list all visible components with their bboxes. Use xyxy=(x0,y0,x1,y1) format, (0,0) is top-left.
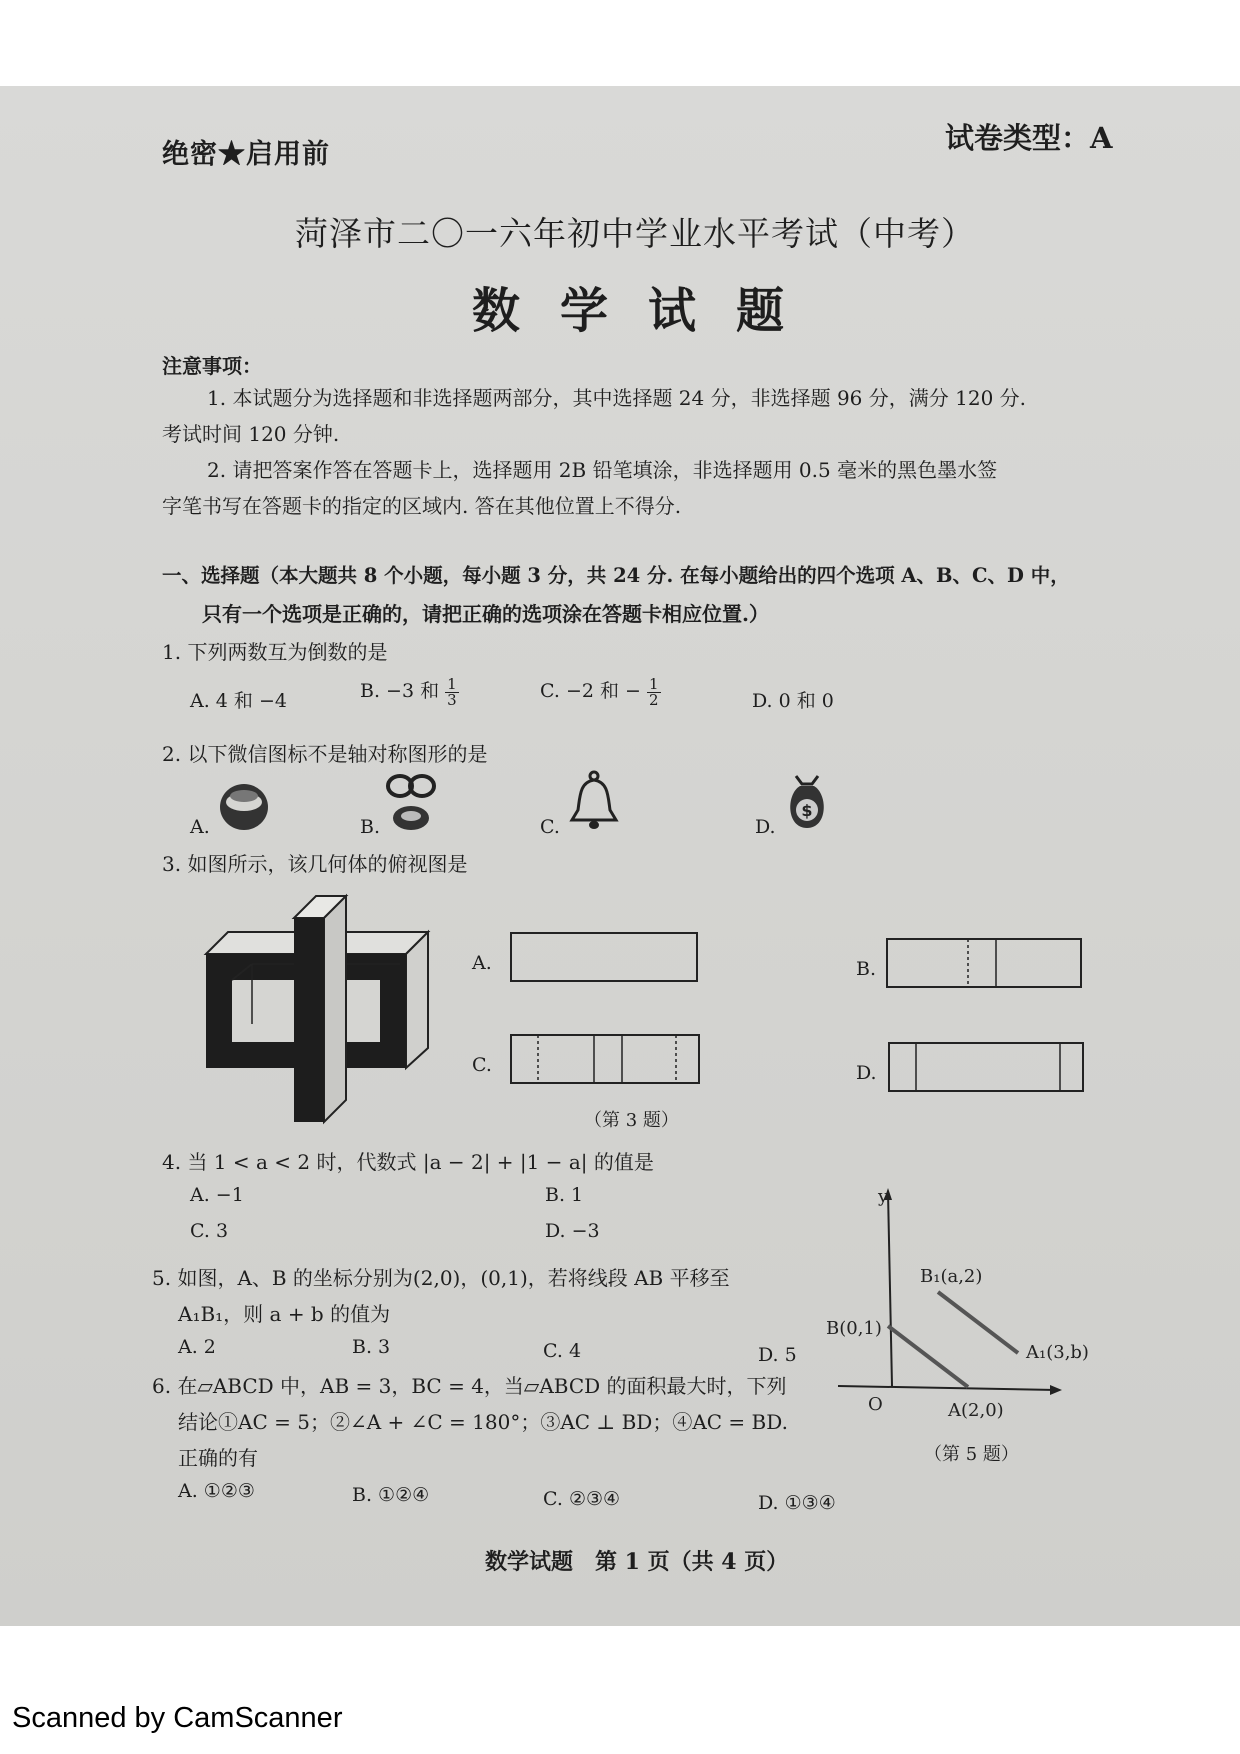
notice-item-1: 1. 本试题分为选择题和非选择题两部分，其中选择题 24 分，非选择题 96 分，满分 120 分. xyxy=(207,386,1027,410)
figure-3-caption: （第 3 题） xyxy=(584,1110,679,1131)
view-option-d xyxy=(888,1042,1086,1094)
y-axis xyxy=(888,1192,892,1386)
question-5-option-c: C. 4 xyxy=(543,1340,582,1362)
subject-title: 数学试题 xyxy=(472,283,825,339)
coordinate-figure xyxy=(820,1186,1089,1421)
question-4-option-a: A. −1 xyxy=(190,1184,244,1206)
money-bag-icon xyxy=(782,772,832,832)
solid-figure xyxy=(200,888,430,1128)
question-5-stem: 5. 如图，A、B 的坐标分别为(2,0)，(0,1)，若将线段 AB 平移至 xyxy=(152,1266,730,1290)
question-1-option-d: D. 0 和 0 xyxy=(752,690,834,712)
confidential-mark: 绝密★启用前 xyxy=(162,139,330,170)
option-c-text: C. −2 和 − xyxy=(540,680,641,702)
view-option-b xyxy=(886,938,1084,990)
question-1-option-a: A. 4 和 −4 xyxy=(190,690,287,712)
origin-label: O xyxy=(868,1394,883,1415)
page-footer: 数学试题 第 1 页（共 4 页） xyxy=(485,1549,789,1575)
denominator: 3 xyxy=(447,690,457,709)
point-a-label: A(2,0) xyxy=(948,1400,1004,1421)
point-b-label: B(0,1) xyxy=(826,1318,882,1339)
notice-item-2-cont: 字笔书写在答题卡的指定的区域内. 答在其他位置上不得分. xyxy=(162,494,682,518)
point-a1-label: A₁(3,b) xyxy=(1026,1342,1089,1363)
notice-item-2: 2. 请把答案作答在答题卡上，选择题用 2B 铅笔填涂，非选择题用 0.5 毫米的黑色墨水签 xyxy=(207,458,998,482)
section-heading: 一、选择题（本大题共 8 个小题，每小题 3 分，共 24 分. 在每小题给出的四个选项 A、B、C、D 中， xyxy=(162,564,1070,587)
question-2-option-d: D. xyxy=(755,816,776,838)
chat-bubbles-icon xyxy=(384,772,438,834)
segment-ab xyxy=(888,1326,968,1387)
question-4-option-d: D. −3 xyxy=(545,1220,600,1242)
question-5-option-d: D. 5 xyxy=(758,1344,797,1366)
notice-heading: 注意事项： xyxy=(162,354,262,378)
question-6-option-c: C. ②③④ xyxy=(543,1488,621,1510)
svg-text:$: $ xyxy=(801,801,813,820)
question-4-option-c: C. 3 xyxy=(190,1220,229,1242)
view-option-a xyxy=(510,932,700,984)
question-4-option-b: B. 1 xyxy=(545,1184,584,1206)
scanner-watermark: Scanned by CamScanner xyxy=(12,1702,343,1734)
question-1-option-b xyxy=(360,676,459,708)
view-option-c xyxy=(510,1034,702,1086)
question-2-option-a: A. xyxy=(190,816,210,838)
question-6-stem-cont2: 正确的有 xyxy=(178,1446,258,1470)
section-heading-cont: 只有一个选项是正确的，请把正确的选项涂在答题卡相应位置.） xyxy=(202,602,769,626)
question-3-option-b: B. xyxy=(856,958,877,980)
question-5-stem-cont: A₁B₁，则 a + b 的值为 xyxy=(178,1302,391,1326)
option-b-text: B. −3 和 xyxy=(360,680,440,702)
question-3-option-d: D. xyxy=(856,1062,877,1084)
paper-type: 试卷类型：A xyxy=(945,121,1113,155)
question-1-stem: 1. 下列两数互为倒数的是 xyxy=(162,640,388,664)
question-2-option-c: C. xyxy=(540,816,560,838)
numerator: 1 xyxy=(649,674,659,693)
question-6-option-b: B. ①②④ xyxy=(352,1484,430,1506)
question-3-stem: 3. 如图所示，该几何体的俯视图是 xyxy=(162,852,468,876)
question-5-option-b: B. 3 xyxy=(352,1336,391,1358)
exam-title: 菏泽市二〇一六年初中学业水平考试（中考） xyxy=(295,214,975,253)
question-2-stem: 2. 以下微信图标不是轴对称图形的是 xyxy=(162,742,488,766)
question-2-option-b: B. xyxy=(360,816,381,838)
denominator: 2 xyxy=(649,690,659,709)
fraction-one-third xyxy=(445,674,459,709)
sphere-icon xyxy=(218,782,270,832)
question-6-stem-cont: 结论①AC = 5；②∠A + ∠C = 180°；③AC ⊥ BD；④AC = BD. xyxy=(178,1410,788,1434)
question-6-option-a: A. ①②③ xyxy=(178,1480,255,1502)
question-1-option-c xyxy=(540,676,661,708)
numerator: 1 xyxy=(447,674,457,693)
x-axis-arrow xyxy=(1050,1385,1062,1395)
fraction-one-half xyxy=(647,674,661,709)
notice-item-1-cont: 考试时间 120 分钟. xyxy=(162,422,340,446)
question-4-stem: 4. 当 1 < a < 2 时，代数式 |a − 2| + |1 − a| 的值是 xyxy=(162,1150,654,1174)
question-6-option-d: D. ①③④ xyxy=(758,1492,836,1514)
point-b1-label: B₁(a,2) xyxy=(920,1266,983,1287)
segment-a1b1 xyxy=(938,1292,1018,1353)
question-5-option-a: A. 2 xyxy=(178,1336,216,1358)
bell-icon xyxy=(566,770,622,832)
x-axis xyxy=(838,1386,1056,1390)
question-6-stem: 6. 在▱ABCD 中，AB = 3，BC = 4，当▱ABCD 的面积最大时，下列 xyxy=(152,1374,787,1398)
question-3-option-a: A. xyxy=(472,952,492,974)
question-3-option-c: C. xyxy=(472,1054,492,1076)
y-axis-label: y xyxy=(878,1186,889,1207)
figure-5-caption: （第 5 题） xyxy=(924,1444,1019,1465)
